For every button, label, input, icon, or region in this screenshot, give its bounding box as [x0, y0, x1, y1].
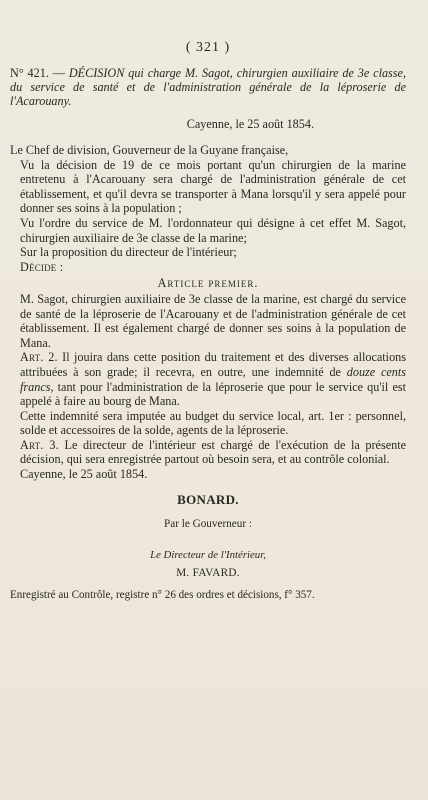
article-3-label: Art. 3. — [20, 437, 59, 452]
article-2-paragraph — [10, 350, 406, 408]
signature: BONARD. — [177, 491, 239, 507]
vu-paragraph-1: Vu la décision de 19 de ce mois portant qu'un chirurgien de la marine entretenu à l'Acarouany sera chargé de l'administration générale de cet établissement, et qu'il devra se transporter à Mana lorsqu'il y sera appelé pour donner ses soins à la population ; — [20, 157, 406, 216]
article-first-title: Article premier. — [157, 276, 259, 291]
vu-paragraph-2: Vu l'ordre du service de M. l'ordonnateur qui désigne à cet effet M. Sagot, chirurgien auxiliaire de 3e classe de la marine; — [20, 215, 406, 245]
intro-line: Le Chef de division, Gouverneur de la Guyane française, — [10, 143, 289, 157]
page-number: ( 321 ) — [185, 40, 231, 55]
article-2-text-a: Il jouira dans cette position du traitement et des diverses allocations attribuées à son grade; il recevra, en outre, une indemnité de — [20, 350, 406, 379]
article-3-text: Le directeur de l'intérieur est chargé de l'exécution de la présente décision, qui sera enregistrée partout où besoin sera, et au contrôle colonial. — [20, 437, 407, 467]
decision-number: N° 421. — — [10, 66, 65, 80]
proposal-line: Sur la proposition du directeur de l'intérieur; — [20, 245, 237, 260]
article-3-paragraph — [10, 438, 406, 467]
article-2-italic: douze cents francs — [20, 364, 407, 394]
article-2-text-b: , tant pour l'administration de la léproserie que pour le service qu'il est appelé à faire au bourg de Mana. — [20, 379, 406, 409]
decide-line: Décide : — [20, 259, 64, 274]
decision-body — [10, 143, 406, 482]
director-title: Le Directeur de l'Intérieur, — [150, 548, 266, 561]
closing-date: Cayenne, le 25 août 1854. — [20, 467, 148, 482]
director-name: M. FAVARD. — [176, 566, 240, 579]
article-2-label: Art. 2. — [20, 350, 58, 365]
article-first-text: M. Sagot, chirurgien auxiliaire de 3e classe de la marine, est chargé du service de santé de la léproserie de l'Acarouany et de l'administration générale de cet établissement. Il est également chargé de donner ses soins à la population de Mana. — [20, 291, 406, 350]
decision-heading — [10, 66, 406, 108]
article-2-follow: Cette indemnité sera imputée au budget du service local, art. 1er : personnel, solde et accessoires de la solde, agents de la léproserie. — [20, 408, 406, 438]
place-date: Cayenne, le 25 août 1854. — [186, 117, 314, 131]
by-governor: Par le Gouverneur : — [164, 517, 252, 530]
decision-title: DÉCISION qui charge M. Sagot, chirurgien auxiliaire de 3e classe, du service de santé et de l'administration générale de la léproserie de l'Acarouany. — [10, 66, 407, 108]
registry-line: Enregistré au Contrôle, registre n° 26 des ordres et décisions, f° 357. — [10, 588, 315, 601]
